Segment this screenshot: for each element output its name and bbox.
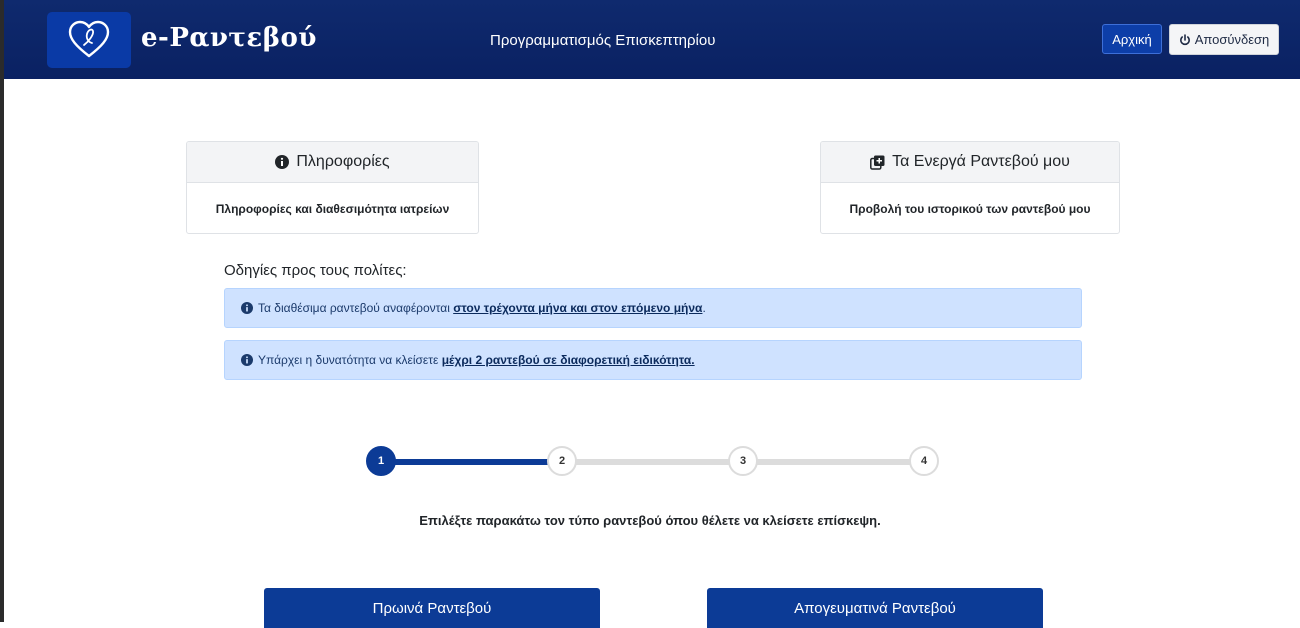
logo[interactable] (47, 12, 131, 68)
info-icon (241, 354, 253, 366)
afternoon-appointments-label: Απογευματινά Ραντεβού (794, 599, 956, 617)
brand-name: e-Ραντεβού (141, 23, 317, 53)
active-appointments-card-header (821, 142, 1119, 183)
alert-limit-link[interactable]: μέχρι 2 ραντεβού σε διαφορετική ειδικότητα. (441, 353, 695, 367)
active-appointments-card-body: Προβολή του ιστορικού των ραντεβού μου (849, 201, 1091, 216)
info-card-body: Πληροφορίες και διαθεσιμότητα ιατρείων (215, 201, 450, 216)
info-card-title: Πληροφορίες (296, 153, 390, 170)
info-icon (275, 155, 289, 169)
home-button[interactable] (1102, 24, 1162, 54)
copy-plus-icon (870, 155, 885, 170)
stepper-track-done (381, 459, 562, 465)
heart-logo-icon (66, 20, 112, 60)
page-title: Προγραμματισμός Επισκεπτηρίου (490, 32, 716, 49)
home-button-label: Αρχική (1112, 31, 1152, 47)
info-card-header (187, 142, 478, 183)
morning-appointments-label: Πρωινά Ραντεβού (372, 599, 492, 617)
alert-months-text: Τα διαθέσιμα ραντεβού αναφέρονται (258, 301, 454, 315)
info-alert-months (224, 288, 1082, 328)
progress-stepper (366, 446, 942, 478)
step-3: 3 (728, 446, 758, 476)
step-2: 2 (547, 446, 577, 476)
alert-months-suffix: . (702, 301, 706, 315)
logout-button[interactable] (1169, 24, 1279, 55)
step-4: 4 (909, 446, 939, 476)
info-icon (241, 302, 253, 314)
afternoon-appointments-button[interactable] (707, 588, 1043, 628)
morning-appointments-button[interactable] (264, 588, 600, 628)
power-icon (1179, 34, 1191, 46)
step-1: 1 (366, 446, 396, 476)
window-edge (0, 0, 4, 622)
logout-button-label: Αποσύνδεση (1194, 32, 1270, 47)
active-appointments-card[interactable] (820, 141, 1120, 234)
alert-months-link[interactable]: στον τρέχοντα μήνα και στον επόμενο μήνα (453, 301, 703, 315)
guidelines-heading: Οδηγίες προς τους πολίτες: (224, 262, 407, 279)
active-appointments-card-title: Τα Ενεργά Ραντεβού μου (892, 153, 1070, 170)
appointment-type-instruction: Επιλέξτε παρακάτω τον τύπο ραντεβού όπου θέλετε να κλείσετε επίσκεψη. (419, 513, 881, 528)
top-navbar (4, 0, 1300, 79)
info-card[interactable] (186, 141, 479, 234)
alert-limit-text: Υπάρχει η δυνατότητα να κλείσετε (258, 353, 442, 367)
info-alert-limit (224, 340, 1082, 380)
